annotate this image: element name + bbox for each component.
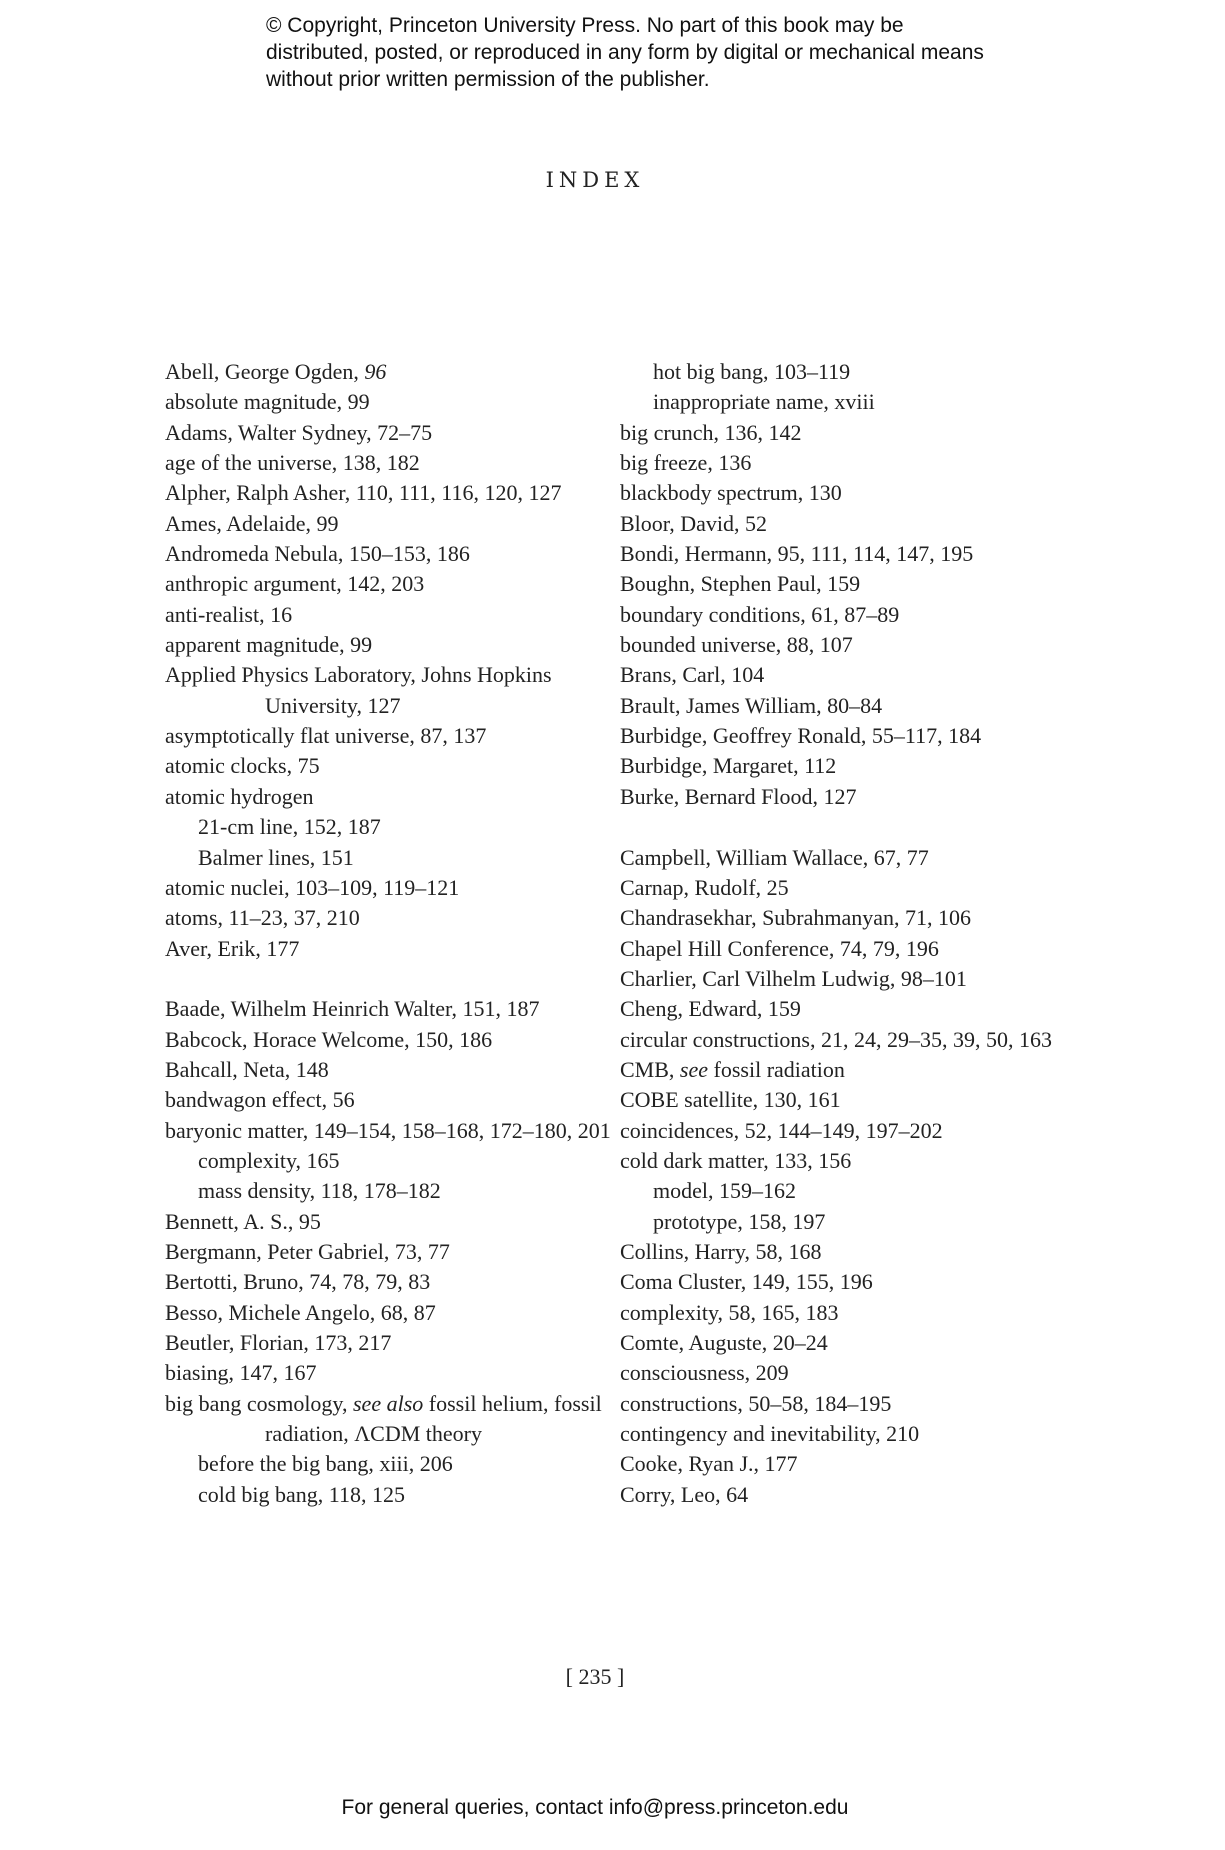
- index-entry: Adams, Walter Sydney, 72–75: [165, 419, 433, 445]
- index-entry: absolute magnitude, 99: [165, 389, 370, 415]
- index-entry: atoms, 11–23, 37, 210: [165, 905, 360, 931]
- index-entry: big crunch, 136, 142: [620, 419, 802, 445]
- index-entry: Baade, Wilhelm Heinrich Walter, 151, 187: [165, 996, 540, 1022]
- copyright-notice: © Copyright, Princeton University Press. No part of this book may be distributed, posted, or reproduced in any form by digital or mechanical means without prior written permission of the publisher.: [266, 14, 984, 91]
- index-entry: Babcock, Horace Welcome, 150, 186: [165, 1026, 493, 1052]
- index-entry: Bondi, Hermann, 95, 111, 114, 147, 195: [620, 541, 974, 567]
- index-column-right: [620, 357, 1075, 1510]
- index-entry: Abell, George Ogden, 96: [165, 359, 387, 384]
- index-entry: Brault, James William, 80–84: [620, 692, 883, 718]
- index-entry: Bennett, A. S., 95: [165, 1208, 321, 1234]
- index-entry: complexity, 58, 165, 183: [620, 1299, 839, 1325]
- index-entry: Applied Physics Laboratory, Johns Hopkins University, 127: [165, 662, 552, 718]
- page-number: [ 235 ]: [565, 1664, 625, 1689]
- index-entry: Andromeda Nebula, 150–153, 186: [165, 541, 470, 567]
- index-entry: apparent magnitude, 99: [165, 632, 373, 658]
- index-entry: atomic nuclei, 103–109, 119–121: [165, 874, 460, 900]
- index-entry: Cheng, Edward, 159: [620, 996, 801, 1022]
- index-entry: age of the universe, 138, 182: [165, 450, 420, 476]
- index-entry: Campbell, William Wallace, 67, 77: [620, 844, 929, 870]
- index-entry: Corry, Leo, 64: [620, 1481, 749, 1507]
- index-entry: constructions, 50–58, 184–195: [620, 1390, 892, 1416]
- index-entry: coincidences, 52, 144–149, 197–202: [620, 1117, 943, 1143]
- index-subentry: mass density, 118, 178–182: [198, 1178, 441, 1204]
- index-subentry: model, 159–162: [653, 1178, 796, 1204]
- index-subentry: cold big bang, 118, 125: [198, 1481, 405, 1507]
- index-entry: anti-realist, 16: [165, 601, 293, 627]
- index-entry: CMB, see fossil radiation: [620, 1056, 845, 1082]
- index-entry: Chapel Hill Conference, 74, 79, 196: [620, 935, 939, 961]
- index-entry: Charlier, Carl Vilhelm Ludwig, 98–101: [620, 965, 967, 991]
- index-entry: big bang cosmology, see also fossil helium, fossil radiation, ΛCDM theory: [165, 1390, 602, 1447]
- index-entry: Burbidge, Geoffrey Ronald, 55–117, 184: [620, 723, 982, 749]
- index-entry: Besso, Michele Angelo, 68, 87: [165, 1299, 436, 1325]
- index-entry: cold dark matter, 133, 156: [620, 1147, 852, 1173]
- index-entry: Bergmann, Peter Gabriel, 73, 77: [165, 1238, 450, 1264]
- index-entry: Carnap, Rudolf, 25: [620, 874, 789, 900]
- index-entry: bounded universe, 88, 107: [620, 632, 853, 658]
- index-entry: Collins, Harry, 58, 168: [620, 1238, 822, 1264]
- index-subentry: Balmer lines, 151: [198, 844, 354, 870]
- index-entry: Ames, Adelaide, 99: [165, 510, 339, 536]
- index-subentry: complexity, 165: [198, 1147, 340, 1173]
- page-title: INDEX: [545, 168, 645, 192]
- index-entry: Burke, Bernard Flood, 127: [620, 783, 857, 809]
- index-entry: Alpher, Ralph Asher, 110, 111, 116, 120, 127: [165, 480, 562, 506]
- index-entry: Chandrasekhar, Subrahmanyan, 71, 106: [620, 905, 972, 931]
- index-entry: big freeze, 136: [620, 450, 752, 476]
- index-entry: biasing, 147, 167: [165, 1360, 317, 1386]
- index-entry: Cooke, Ryan J., 177: [620, 1451, 798, 1477]
- index-entry: atomic hydrogen: [165, 783, 314, 809]
- index-entry: Coma Cluster, 149, 155, 196: [620, 1269, 873, 1295]
- index-entry: Beutler, Florian, 173, 217: [165, 1330, 392, 1355]
- index-entry: consciousness, 209: [620, 1360, 789, 1386]
- index-entry: Boughn, Stephen Paul, 159: [620, 571, 861, 597]
- index-entry: circular constructions, 21, 24, 29–35, 39, 50, 163: [620, 1026, 1052, 1052]
- footer-contact: For general queries, contact info@press.princeton.edu: [341, 1796, 849, 1819]
- index-entry: Comte, Auguste, 20–24: [620, 1330, 828, 1355]
- index-entry: Bahcall, Neta, 148: [165, 1056, 329, 1082]
- index-entry: Bloor, David, 52: [620, 510, 767, 536]
- index-subentry: before the big bang, xiii, 206: [198, 1451, 453, 1477]
- index-entry: contingency and inevitability, 210: [620, 1421, 920, 1447]
- index-subentry: prototype, 158, 197: [653, 1208, 826, 1234]
- index-entry: boundary conditions, 61, 87–89: [620, 601, 900, 627]
- index-subentry: hot big bang, 103–119: [653, 359, 851, 384]
- index-entry: blackbody spectrum, 130: [620, 480, 842, 506]
- index-entry: baryonic matter, 149–154, 158–168, 172–180, 201: [165, 1117, 611, 1143]
- index-entry: atomic clocks, 75: [165, 753, 320, 779]
- index-subentry: inappropriate name, xviii: [653, 389, 875, 415]
- index-entry: COBE satellite, 130, 161: [620, 1087, 841, 1113]
- index-subentry: 21-cm line, 152, 187: [198, 814, 381, 840]
- index-column-left: [165, 357, 620, 1510]
- index-entry: anthropic argument, 142, 203: [165, 571, 425, 597]
- index-entry: asymptotically flat universe, 87, 137: [165, 723, 487, 749]
- index-entry: Burbidge, Margaret, 112: [620, 753, 837, 779]
- index-entry: bandwagon effect, 56: [165, 1087, 355, 1113]
- index-entry: Brans, Carl, 104: [620, 662, 765, 688]
- index-entry: Bertotti, Bruno, 74, 78, 79, 83: [165, 1269, 431, 1295]
- index-entry: Aver, Erik, 177: [165, 935, 300, 961]
